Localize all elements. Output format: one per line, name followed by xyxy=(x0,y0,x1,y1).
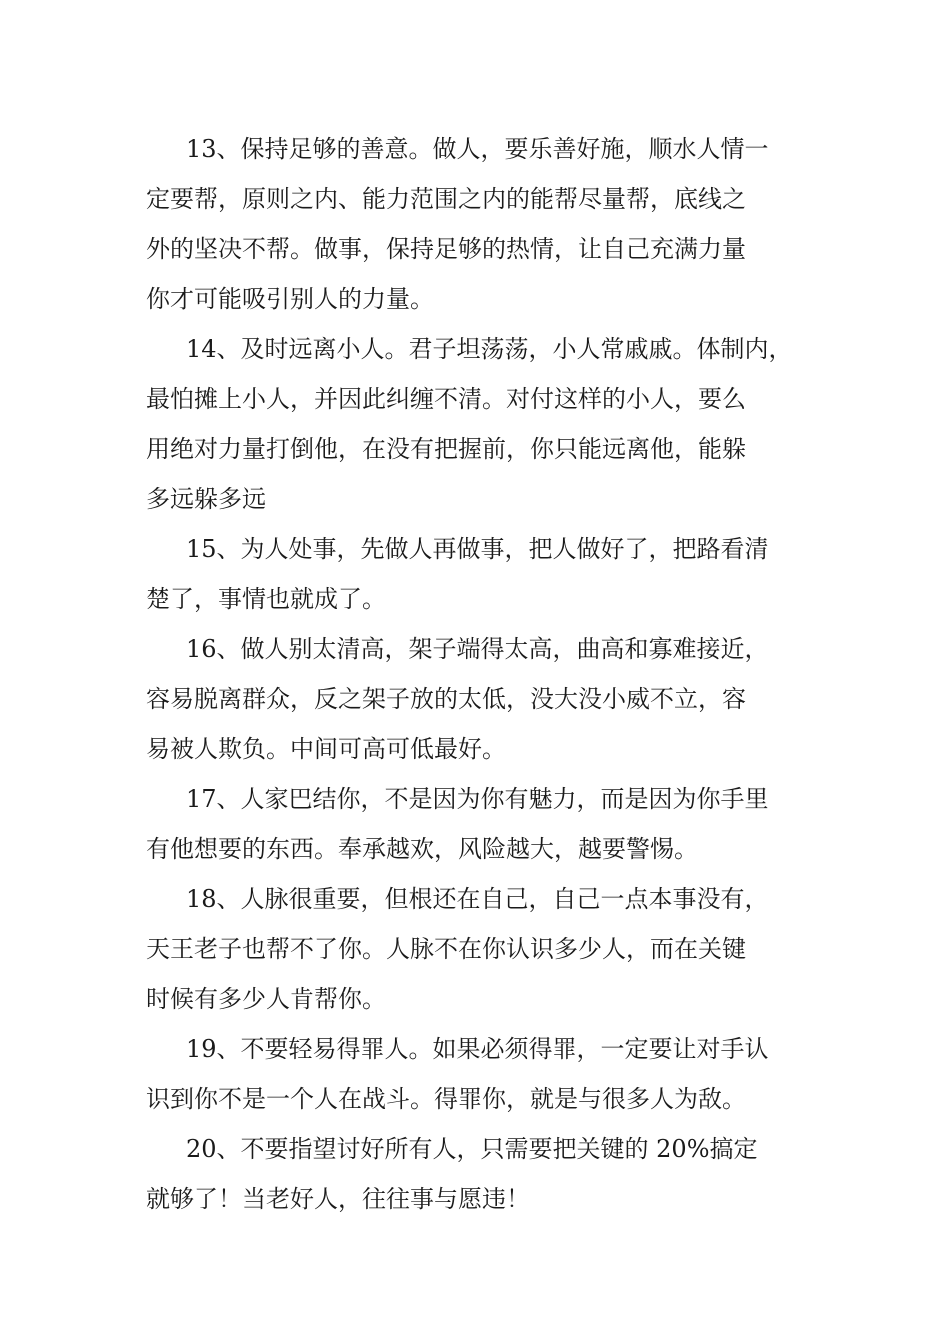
text-line: 19、不要轻易得罪人。如果必须得罪，一定要让对手认 xyxy=(186,1035,769,1063)
paragraph-19 xyxy=(146,1024,812,1124)
text-line: 17、人家巴结你，不是因为你有魅力，而是因为你手里 xyxy=(186,785,769,813)
text-line: 你才可能吸引别人的力量。 xyxy=(146,285,434,313)
paragraph-13 xyxy=(146,124,812,324)
text-line: 18、人脉很重要，但根还在自己，自己一点本事没有， xyxy=(186,885,769,913)
text-line: 外的坚决不帮。做事，保持足够的热情，让自己充满力量 xyxy=(146,235,746,263)
text-line: 易被人欺负。中间可高可低最好。 xyxy=(146,735,506,763)
paragraph-17 xyxy=(146,774,812,874)
text-line: 14、及时远离小人。君子坦荡荡，小人常戚戚。体制内， xyxy=(186,335,793,363)
text-line: 用绝对力量打倒他，在没有把握前，你只能远离他，能躲 xyxy=(146,435,746,463)
text-line: 15、为人处事，先做人再做事，把人做好了，把路看清 xyxy=(186,535,769,563)
text-line: 最怕摊上小人，并因此纠缠不清。对付这样的小人，要么 xyxy=(146,385,746,413)
paragraph-18 xyxy=(146,874,812,1024)
paragraph-16 xyxy=(146,624,812,774)
text-line: 定要帮，原则之内、能力范围之内的能帮尽量帮，底线之 xyxy=(146,185,746,213)
text-line: 容易脱离群众，反之架子放的太低，没大没小威不立，容 xyxy=(146,685,746,713)
text-line: 时候有多少人肯帮你。 xyxy=(146,985,386,1013)
text-line: 有他想要的东西。奉承越欢，风险越大，越要警惕。 xyxy=(146,835,698,863)
text-line: 楚了，事情也就成了。 xyxy=(146,585,386,613)
document-body xyxy=(146,124,812,1224)
text-line: 识到你不是一个人在战斗。得罪你，就是与很多人为敌。 xyxy=(146,1085,746,1113)
text-line: 16、做人别太清高，架子端得太高，曲高和寡难接近， xyxy=(186,635,769,663)
text-line: 20、不要指望讨好所有人，只需要把关键的 20%搞定 xyxy=(186,1135,758,1163)
paragraph-14 xyxy=(146,324,812,524)
text-line: 13、保持足够的善意。做人，要乐善好施，顺水人情一 xyxy=(186,135,769,163)
paragraph-20 xyxy=(146,1124,812,1224)
text-line: 天王老子也帮不了你。人脉不在你认识多少人，而在关键 xyxy=(146,935,746,963)
text-line: 就够了！当老好人，往往事与愿违！ xyxy=(146,1185,530,1213)
text-line: 多远躲多远 xyxy=(146,485,266,513)
paragraph-15 xyxy=(146,524,812,624)
